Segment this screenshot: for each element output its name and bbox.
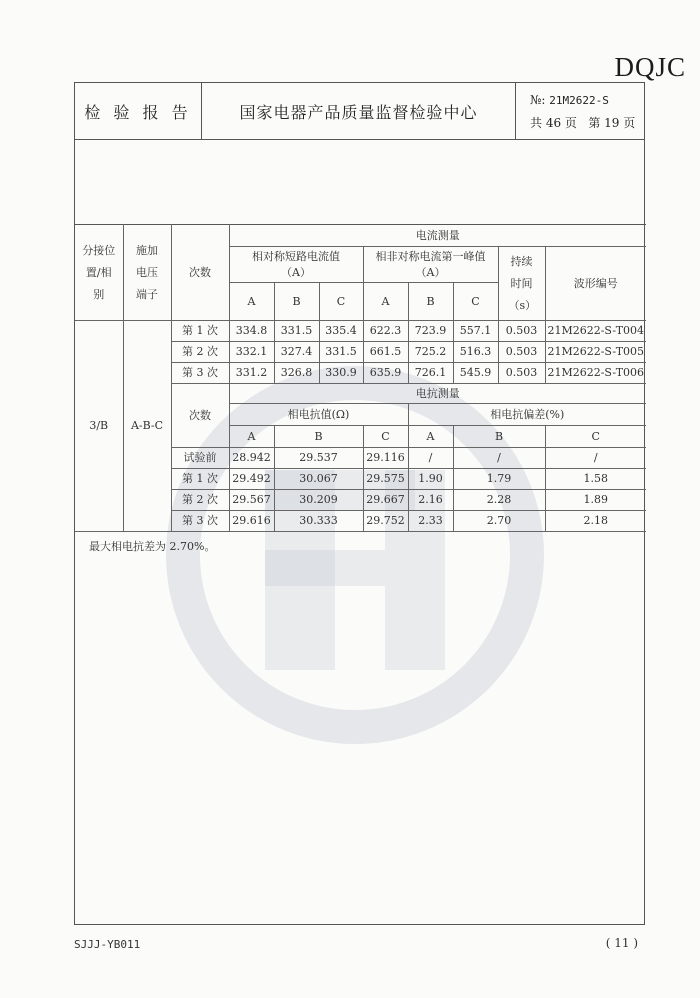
phase-header: C	[453, 283, 498, 321]
deviation-value: 2.16	[408, 490, 453, 511]
deviation-value: 2.28	[453, 490, 545, 511]
reactance-value: 29.492	[229, 469, 274, 490]
col-position-header: 分接位置/相别	[75, 225, 123, 321]
deviation-value: 2.33	[408, 511, 453, 532]
phase-header: C	[545, 426, 646, 448]
row-label: 第 3 次	[171, 363, 229, 384]
sym-value: 331.5	[274, 321, 319, 342]
brand-mark: DQJC	[614, 52, 686, 82]
report-no: 21M2622-S	[549, 93, 609, 107]
sym-current-header: 相对称短路电流值（A）	[229, 247, 363, 283]
page-number: ( 11 )	[605, 936, 638, 950]
terminal-cell: A-B-C	[123, 321, 171, 532]
phase-header: B	[453, 426, 545, 448]
phase-header: A	[229, 426, 274, 448]
asym-value: 725.2	[408, 342, 453, 363]
phase-header: C	[319, 283, 363, 321]
reactance-value: 29.116	[363, 448, 408, 469]
deviation-value: /	[408, 448, 453, 469]
sym-value: 335.4	[319, 321, 363, 342]
col-times-header: 次数	[171, 225, 229, 321]
duration-header: 持续时间（s）	[498, 247, 545, 321]
phase-reactance-header: 相电抗值(Ω)	[229, 404, 408, 426]
asym-value: 661.5	[363, 342, 408, 363]
asym-value: 622.3	[363, 321, 408, 342]
reactance-times-header: 次数	[171, 384, 229, 448]
duration-value: 0.503	[498, 363, 545, 384]
max-deviation-note: 最大相电抗差为 2.70%。	[89, 540, 216, 553]
phase-header: C	[363, 426, 408, 448]
asym-value: 723.9	[408, 321, 453, 342]
table-row	[75, 321, 646, 342]
deviation-value: 2.18	[545, 511, 646, 532]
sym-value: 334.8	[229, 321, 274, 342]
report-frame	[74, 82, 645, 925]
waveform-header: 波形编号	[545, 247, 646, 321]
phase-header: B	[274, 426, 363, 448]
report-label: 检 验 报 告	[75, 83, 202, 139]
blank-area	[75, 140, 644, 224]
phase-header: A	[408, 426, 453, 448]
sym-value: 330.9	[319, 363, 363, 384]
waveform-value: 21M2622-S-T004	[545, 321, 646, 342]
phase-deviation-header: 相电抗偏差(%)	[408, 404, 646, 426]
col-terminal-header: 施加电压端子	[123, 225, 171, 321]
duration-value: 0.503	[498, 342, 545, 363]
asym-value: 726.1	[408, 363, 453, 384]
phase-header: B	[408, 283, 453, 321]
phase-header: B	[274, 283, 319, 321]
reactance-value: 30.209	[274, 490, 363, 511]
test-results-table	[75, 224, 646, 532]
asym-current-header: 相非对称电流第一峰值（A）	[363, 247, 498, 283]
row-label: 第 1 次	[171, 321, 229, 342]
deviation-value: 2.70	[453, 511, 545, 532]
form-code: SJJJ-YB011	[74, 938, 141, 951]
center-name: 国家电器产品质量监督检验中心	[202, 83, 516, 139]
sym-value: 327.4	[274, 342, 319, 363]
sym-value: 331.5	[319, 342, 363, 363]
row-label: 第 1 次	[171, 469, 229, 490]
position-cell: 3/B	[75, 321, 123, 532]
asym-value: 545.9	[453, 363, 498, 384]
reactance-value: 29.667	[363, 490, 408, 511]
deviation-value: /	[453, 448, 545, 469]
reactance-value: 30.067	[274, 469, 363, 490]
page-current: 第 19 页	[588, 115, 636, 130]
reactance-value: 29.752	[363, 511, 408, 532]
pages-total: 共 46 页	[530, 115, 577, 130]
waveform-value: 21M2622-S-T006	[545, 363, 646, 384]
waveform-value: 21M2622-S-T005	[545, 342, 646, 363]
reactance-value: 29.575	[363, 469, 408, 490]
row-label: 第 3 次	[171, 511, 229, 532]
asym-value: 635.9	[363, 363, 408, 384]
asym-value: 557.1	[453, 321, 498, 342]
report-header	[75, 83, 644, 140]
deviation-value: 1.79	[453, 469, 545, 490]
row-label: 第 2 次	[171, 490, 229, 511]
report-number-block	[516, 83, 644, 139]
table-header-row	[75, 225, 646, 247]
asym-value: 516.3	[453, 342, 498, 363]
reactance-value: 29.567	[229, 490, 274, 511]
deviation-value: 1.89	[545, 490, 646, 511]
phase-header: A	[229, 283, 274, 321]
duration-value: 0.503	[498, 321, 545, 342]
row-label: 试验前	[171, 448, 229, 469]
reactance-value: 30.333	[274, 511, 363, 532]
current-measure-header: 电流测量	[229, 225, 646, 247]
sym-value: 326.8	[274, 363, 319, 384]
sym-value: 331.2	[229, 363, 274, 384]
row-label: 第 2 次	[171, 342, 229, 363]
reactance-measure-header: 电抗测量	[229, 384, 646, 404]
deviation-value: /	[545, 448, 646, 469]
reactance-value: 29.616	[229, 511, 274, 532]
reactance-value: 29.537	[274, 448, 363, 469]
deviation-value: 1.58	[545, 469, 646, 490]
reactance-value: 28.942	[229, 448, 274, 469]
sym-value: 332.1	[229, 342, 274, 363]
report-no-prefix: №:	[530, 92, 546, 107]
phase-header: A	[363, 283, 408, 321]
deviation-value: 1.90	[408, 469, 453, 490]
